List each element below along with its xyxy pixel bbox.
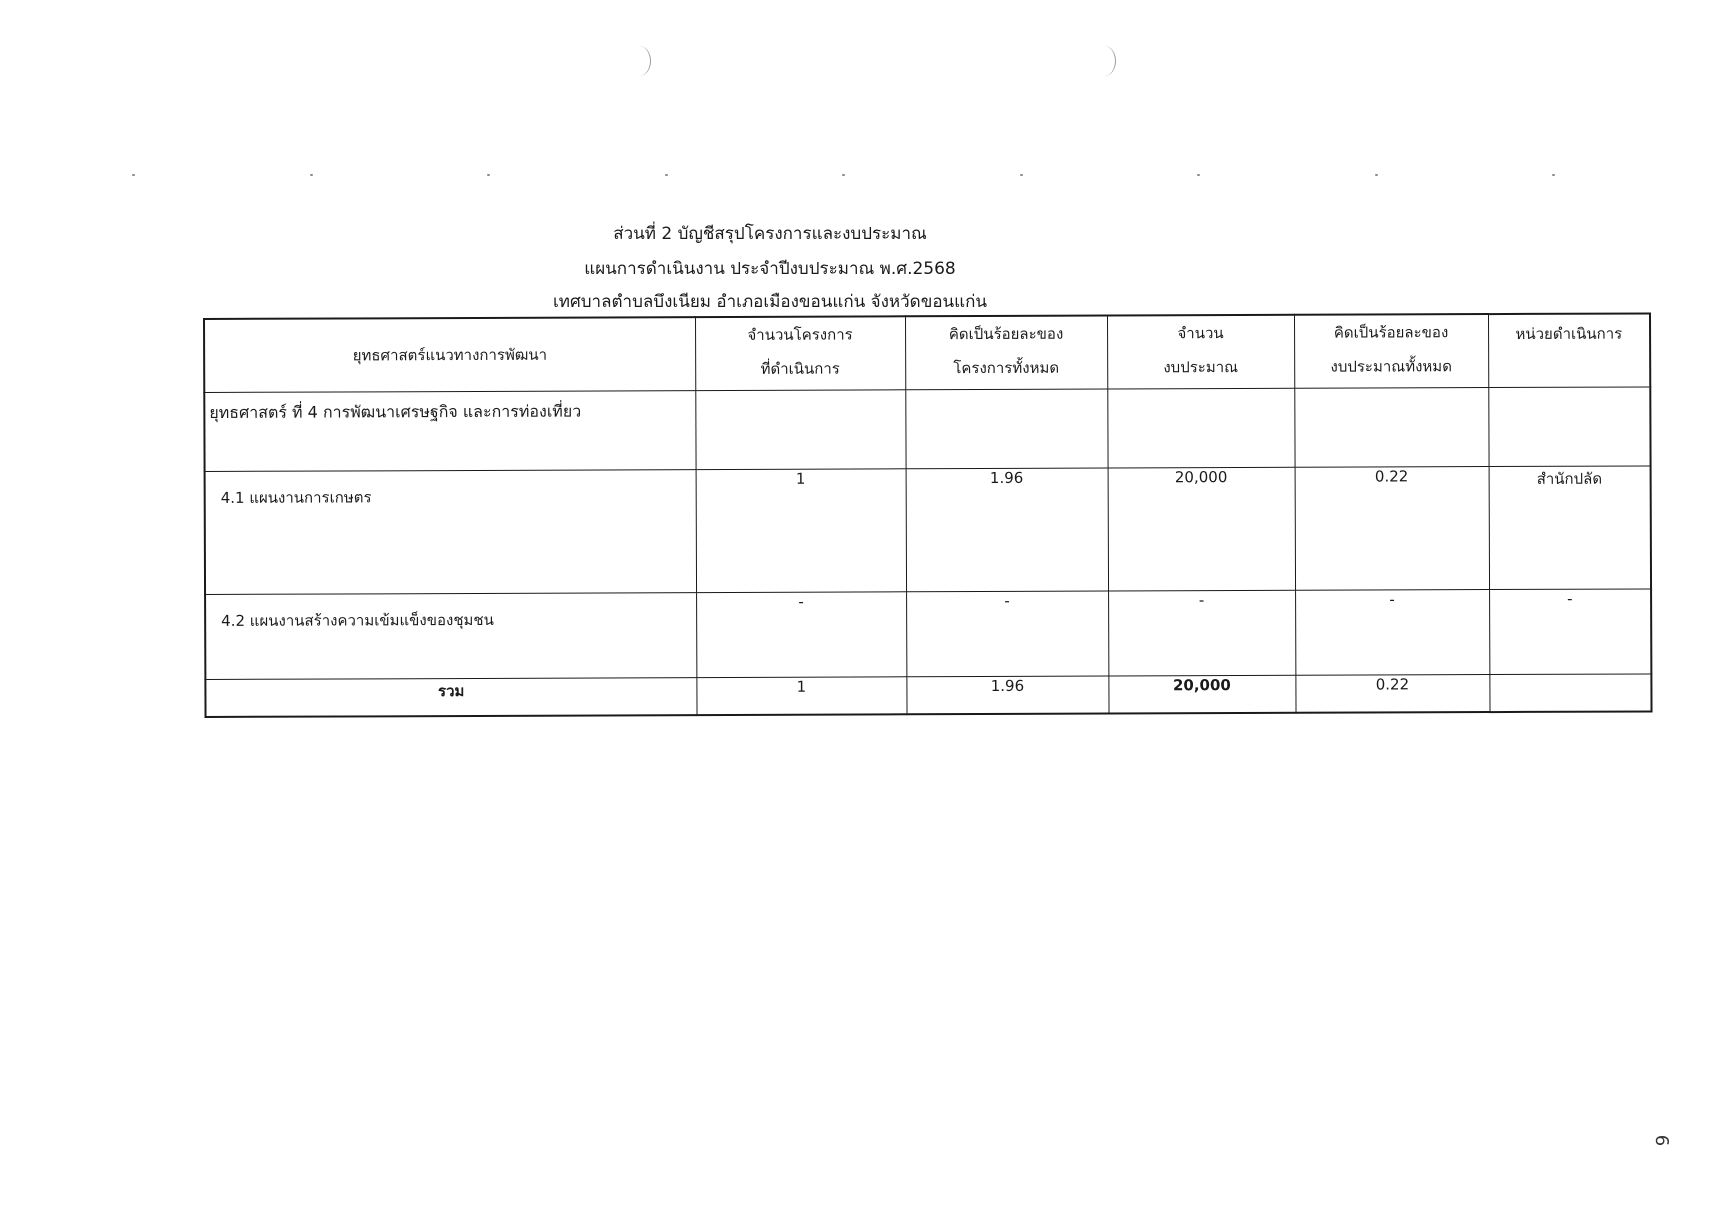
total-responsible-unit [1489, 674, 1651, 712]
responsible-unit: - [1489, 589, 1651, 675]
scan-specks [0, 174, 1718, 180]
total-project-count: 1 [696, 677, 906, 715]
document-subtitle: แผนการดำเนินงาน ประจำปีงบประมาณ พ.ศ.2568 [584, 259, 956, 279]
column-header-project-count: จำนวนโครงการ ที่ดำเนินการ [695, 316, 905, 390]
table-header-row [204, 313, 1650, 392]
punch-hole-mark [628, 46, 651, 76]
budget-percent: - [1295, 590, 1489, 676]
document-title: ส่วนที่ 2 บัญชีสรุปโครงการและงบประมาณ [613, 224, 927, 244]
project-percent: 1.96 [906, 468, 1108, 592]
total-project-percent: 1.96 [906, 676, 1108, 714]
table-row [205, 589, 1651, 680]
column-header-project-percent: คิดเป็นร้อยละของ โครงการทั้งหมด [905, 316, 1107, 390]
budget-amount: - [1108, 590, 1295, 676]
total-row [205, 674, 1651, 717]
strategy-row [204, 387, 1650, 472]
column-header-responsible-unit: หน่วยดำเนินการ [1488, 313, 1650, 387]
project-count: 1 [696, 469, 906, 593]
column-header-budget: จำนวน งบประมาณ [1107, 315, 1294, 389]
page-number: 6 [1651, 1134, 1673, 1147]
budget-percent: 0.22 [1295, 467, 1489, 591]
strategy-label: ยุทธศาสตร์ ที่ 4 การพัฒนาเศรษฐกิจ และการท่องเที่ยว [204, 391, 695, 472]
column-header-strategy: ยุทธศาสตร์แนวทางการพัฒนา [204, 317, 695, 392]
organization-line: เทศบาลตำบลบึงเนียม อำเภอเมืองขอนแก่น จังหวัดขอนแก่น [552, 292, 988, 312]
punch-hole-mark [1093, 46, 1116, 76]
total-budget-percent: 0.22 [1295, 675, 1489, 713]
project-percent: - [906, 591, 1108, 677]
responsible-unit: สำนักปลัด [1489, 466, 1651, 590]
total-label: รวม [205, 678, 696, 717]
total-budget-amount: 20,000 [1108, 675, 1295, 713]
budget-amount: 20,000 [1108, 467, 1295, 591]
project-budget-summary-table [203, 312, 1653, 718]
plan-name: 4.2 แผนงานสร้างความเข้มแข็งของชุมชน [205, 593, 696, 680]
column-header-budget-percent: คิดเป็นร้อยละของ งบประมาณทั้งหมด [1294, 314, 1488, 388]
project-count: - [696, 592, 906, 678]
table-row [205, 466, 1651, 595]
plan-name: 4.1 แผนงานการเกษตร [205, 470, 696, 595]
